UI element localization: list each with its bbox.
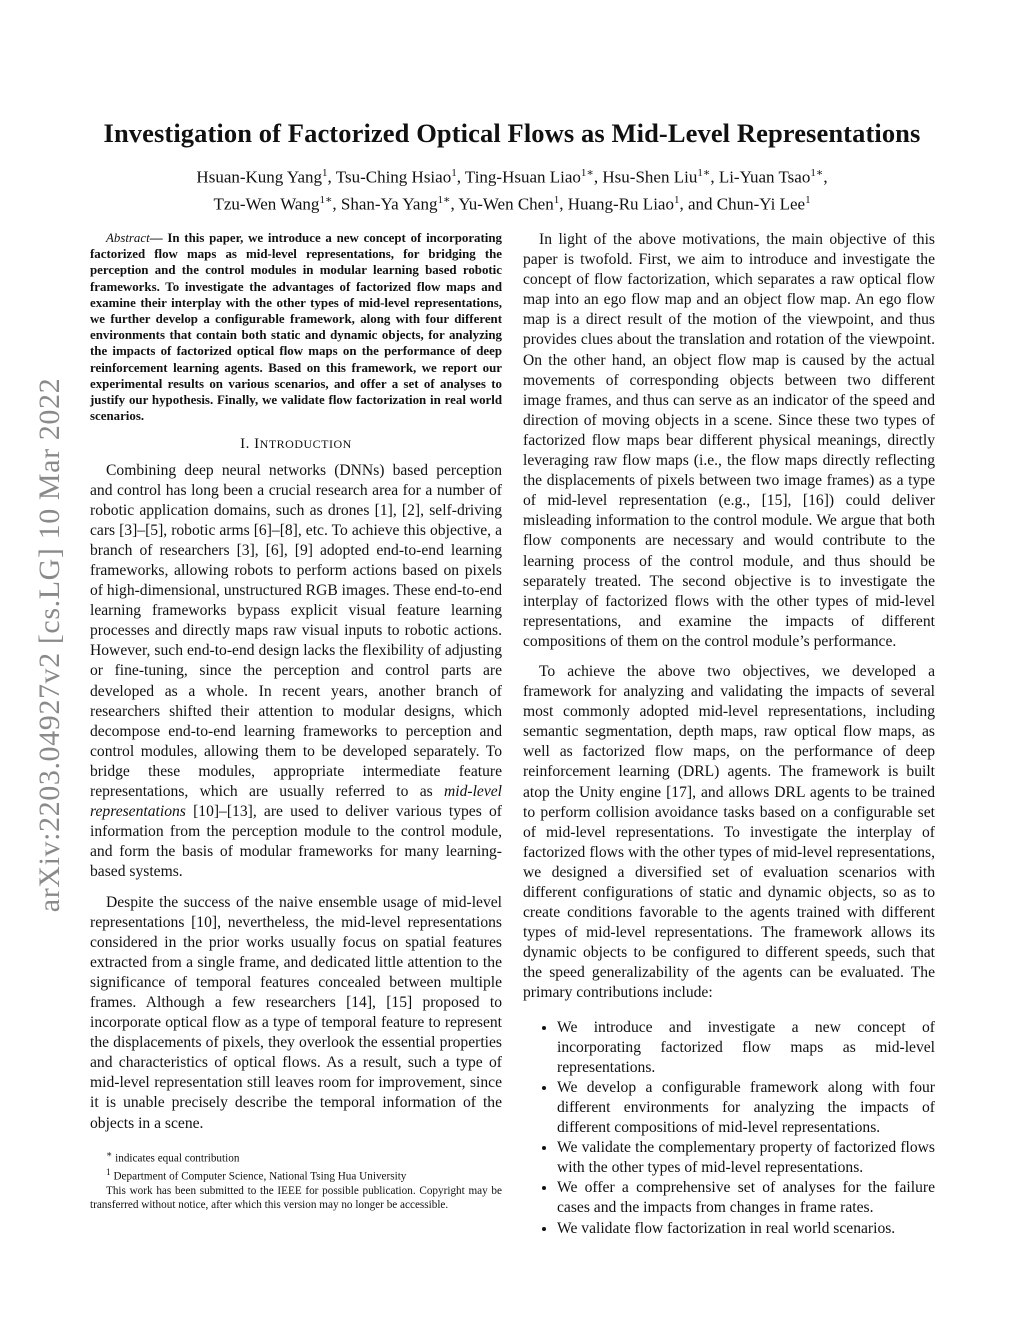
abstract-label: Abstract [106,231,150,245]
intro-p1-text: Combining deep neural networks (DNNs) based perception and control has long been a crucial research area for a number of robotic application domains, such as drones [1], [2], self-driving cars [3]–[5], robotic arms [6]–[8], etc. To achieve this objective, a branch of researchers [3], [6], [9] adopted end-to-end learning frameworks, allowing robots to perform actions based on pixels of high-dimensional, unstructured RGB images. These end-to-end learning frameworks bypass explicit visual feature learning processes and directly maps raw visual inputs to robotic actions. However, such end-to-end design lacks the flexibility of adjusting or fine-tuning, since the perception and control parts are developed as a whole. In recent years, another branch of researchers shifted their attention to modular designs, which decompose end-to-end learning frameworks to perception and control modules, allowing them to be developed separately. To bridge these modules, appropriate intermediate feature representations, which are usually referred to as [90,461,502,801]
section-heading-introduction [90,434,502,454]
author-name: Shan-Ya Yang [340,194,438,214]
intro-paragraph-1 [90,461,502,883]
author-line-2: Tzu-Wen Wang$^{1∗}$, Shan-Ya Yang$^{1∗}$, Yu-Wen Chen$^1$, Huang-Ru Liao$^1$, and Chun-Yi Lee$^1$ [213,193,811,214]
arxiv-identifier [20,350,80,940]
author-affiliation-mark: 1∗ [437,193,451,206]
footnote-mark: 1 [106,1167,111,1178]
author-name: Tsu-Ching Hsiao [335,167,452,187]
author-affiliation-mark: 1 [553,193,560,206]
author-line-1: Hsuan-Kung Yang$^1$, Tsu-Ching Hsiao$^1$, Ting-Hsuan Liao$^{1∗}$, Hsu-Shen Liu$^{1∗}$, Li-Yuan Tsao$^{1∗}$, [196,167,828,187]
author-name: Huang-Ru Liao [567,194,674,214]
author-affiliation-mark: 1 [805,193,811,206]
author-affiliation-mark: 1 [322,167,328,179]
contribution-list [523,1018,935,1239]
footnote-text: indicates equal contribution [112,1152,240,1165]
author-name: Hsuan-Kung Yang [196,167,323,187]
author-affiliation-mark: 1∗ [697,167,711,179]
author-affiliation-mark: 1∗ [319,193,333,206]
arxiv-identifier-text: arXiv:2203.04927v2 [cs.LG] 10 Mar 2022 [33,377,66,913]
footnote-ieee-notice: This work has been submitted to the IEEE for possible publication. Copyright may be transferred without notice, after which this version may no longer be accessible. [90,1184,502,1211]
abstract-dash: — [149,231,168,245]
author-affiliation-mark: 1∗ [580,167,594,179]
author-affiliation-mark: 1 [451,167,457,179]
author-affiliation-mark: 1 [673,193,680,206]
intro-p1-text-end: [10]–[13], are used to deliver various types of information from the perception module to the control module, and form the basis of modular frameworks for many learning-based systems. [90,803,502,881]
author-list [110,162,914,215]
right-paragraph-2: To achieve the above two objectives, we developed a framework for analyzing and validating the impacts of several most commonly adopted mid-level representations, including semantic segmentation, depth maps, raw optical flow maps, as well as factorized flow maps, on the performance of deep reinforcement learning (DRL) agents. The framework is built atop the Unity engine [17], and allows DRL agents to be trained to perform collision avoidance tasks based on a configurable set of mid-level representations. To investigate the interplay of factorized flows with the other types of mid-level representations, we designed a diversified set of evaluation scenarios with different configurations of static and dynamic objects, so as to create conditions favorable to the agents trained with different types of mid-level representations. The framework allows its dynamic objects to be configured to different speeds, such that the speed generalizability of the agents can be evaluated. The primary contributions include: [523,662,935,1002]
abstract-text: In this paper, we introduce a new concept of incorporating factorized flow maps as mid-level representations, for bridging the perception and the control modules in modular learning based robotic frameworks. To investigate the advantages of factorized flow maps and examine their interplay with the other types of mid-level representations, we further develop a configurable framework, along with four different environments that contain both static and dynamic objects, for analyzing the impacts of factorized optical flow maps on the performance of deep reinforcement learning agents. Based on this framework, we report our experimental results on various scenarios, and offer a set of analyses to justify our hypothesis. Finally, we validate flow factorization in real world scenarios. [90,231,502,424]
section-numeral: I. [240,436,255,453]
author-name: Hsu-Shen Liu [602,167,698,187]
footnote-affiliation [90,1166,502,1184]
paper-title: Investigation of Factorized Optical Flows as Mid-Level Representations [103,118,921,148]
intro-p1-emphasis: mid-level representations [90,783,502,821]
right-column [523,230,935,1239]
footnote-mark: ∗ [106,1149,113,1160]
author-name: Chun-Yi Lee [716,194,806,214]
footnotes [90,1148,502,1212]
footnote-text: Department of Computer Science, National Tsing Hua University [110,1170,407,1183]
author-conjunction: and [687,194,713,214]
author-name: Tzu-Wen Wang [213,194,320,214]
left-column [90,230,502,1212]
contribution-item: • We develop a configurable framework along with four different environments for analyzing the impacts of different compositions of mid-level representations. [557,1078,935,1138]
contribution-item: • We introduce and investigate a new concept of incorporating factorized flow maps as mid-level representations. [557,1018,935,1078]
intro-paragraph-2: Despite the success of the naive ensemble usage of mid-level representations [10], nevertheless, the mid-level representations considered in the prior works usually focus on spatial features extracted from a single frame, and dedicated little attention to the significance of temporal features concealed between multiple frames. Although a few researchers [14], [15] proposed to incorporate optical flow as a type of temporal feature to represent the displacements of pixels, they overlook the essential properties and characteristics of optical flows. As a result, such a type of mid-level representation still leaves room for improvement, since it is unable precisely describe the temporal information of the objects in a scene. [90,893,502,1132]
author-name: Yu-Wen Chen [458,194,554,214]
section-initial: I [254,436,260,453]
contribution-item: • We validate flow factorization in real world scenarios. [557,1219,935,1239]
right-paragraph-1: In light of the above motivations, the main objective of this paper is twofold. First, we aim to introduce and investigate the concept of flow factorization, which separates a raw optical flow map into an ego flow map and an object flow map. An ego flow map is a direct result of the motion of the viewpoint, and thus provides clues about the translation and rotation of the viewpoint. On the other hand, an object flow map is caused by the actual movements of corresponding objects between two different image frames, and thus can serve as an indicator of the speed and direction of moving objects in a scene. Since these two types of factorized flow maps bear different physical meanings, directly leveraging raw flow maps (i.e., the flow maps directly reflecting the displacements of pixels between two image frames) as a type of mid-level representation (e.g., [15], [16]) could deliver misleading information to the control module. We argue that both flow components are necessary and would contribute to the learning process of the control module, and thus should be separately treated. The second objective is to investigate the interplay of factorized flows with the other types of mid-level representations, and examine the impacts of different compositions of them on the control module’s performance. [523,231,935,650]
abstract [90,230,502,424]
author-name: Li-Yuan Tsao [718,167,811,187]
section-rest: NTRODUCTION [259,437,352,452]
author-name: Ting-Hsuan Liao [464,167,581,187]
footnote-equal-contribution [90,1148,502,1166]
author-affiliation-mark: 1∗ [810,167,824,179]
contribution-item: • We validate the complementary property of factorized flows with the other types of mid-level representations. [557,1138,935,1178]
contribution-item: • We offer a comprehensive set of analyses for the failure cases and the impacts from changes in frame rates. [557,1178,935,1218]
